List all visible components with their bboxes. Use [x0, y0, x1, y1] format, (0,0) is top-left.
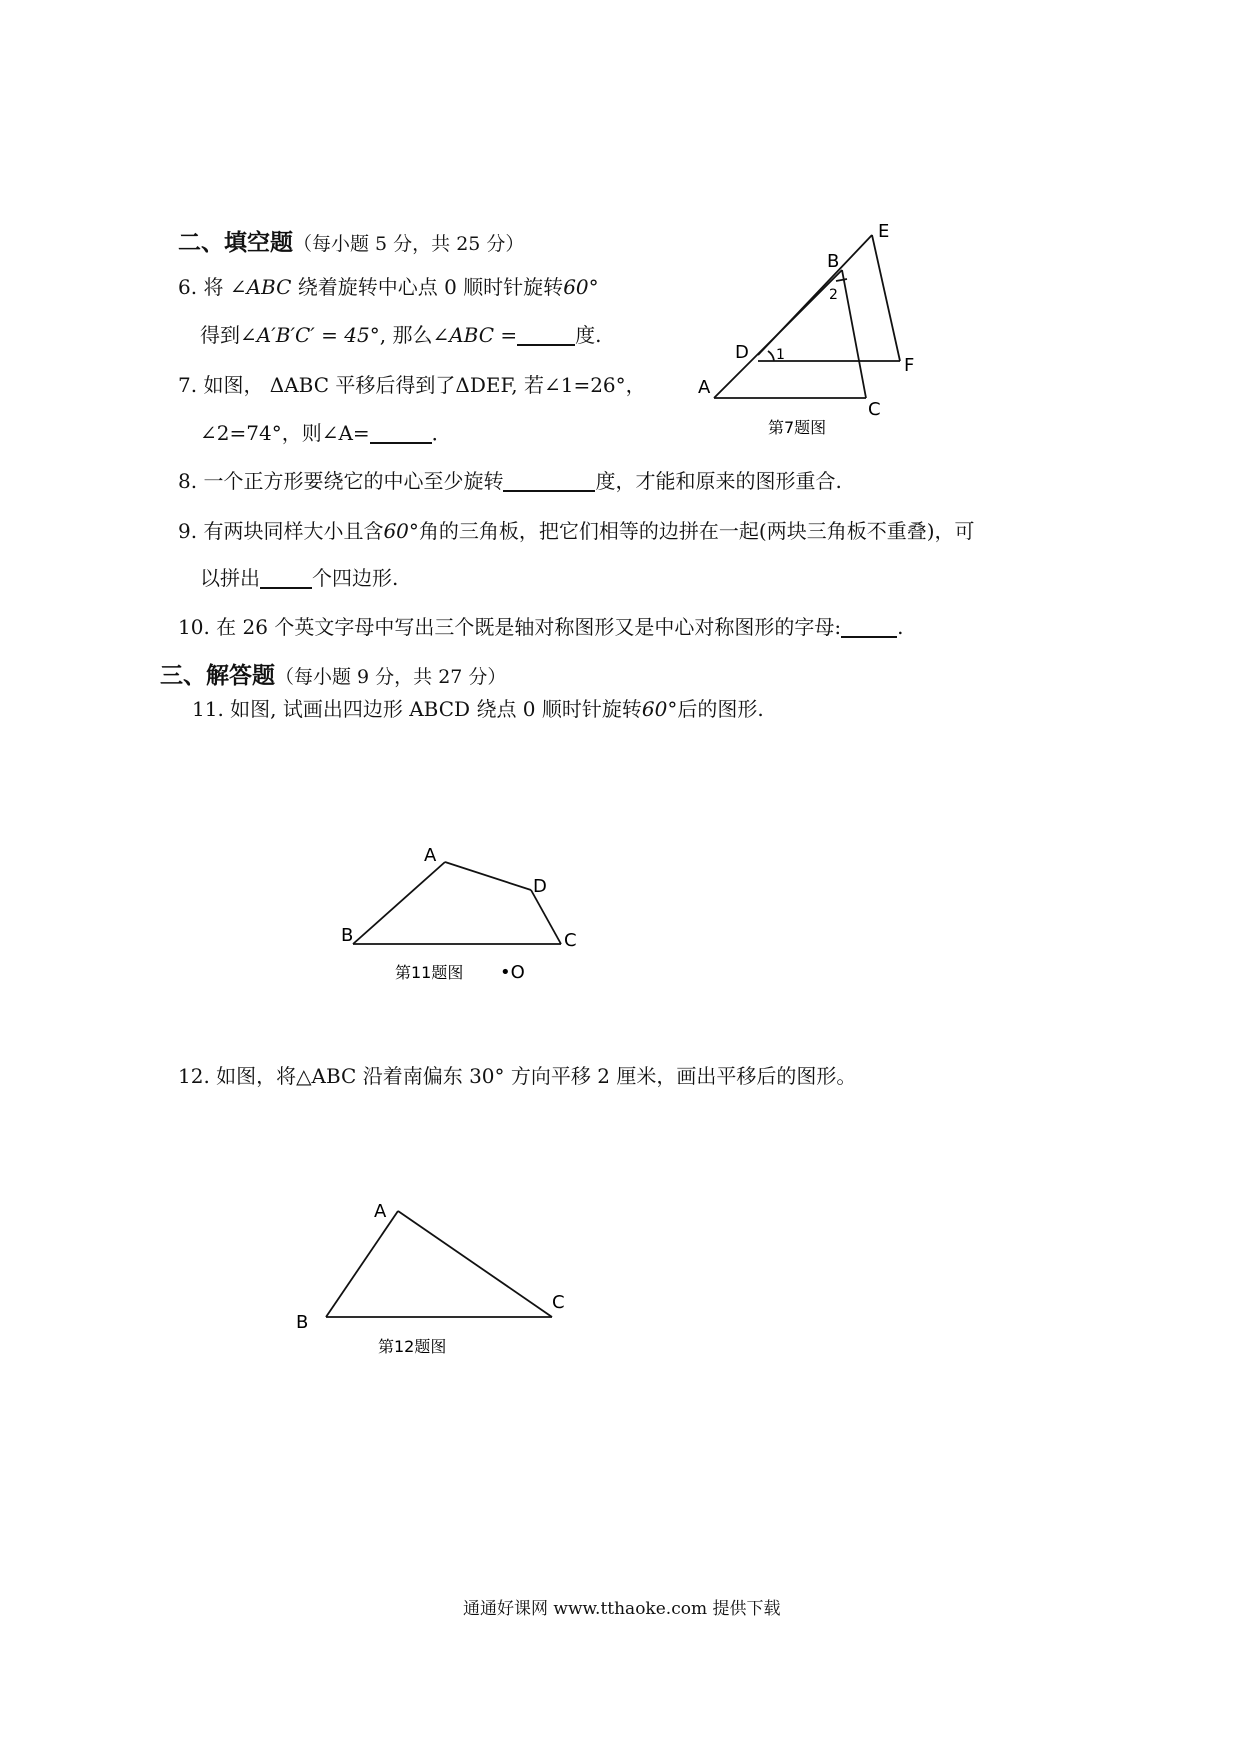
q6-text-d: , 那么 — [379, 323, 433, 347]
fig7-angle2-arc — [836, 279, 847, 281]
fig7-label-a: A — [698, 377, 711, 398]
q11-line — [192, 696, 764, 722]
q9-text-b: 角的三角板，把它们相等的边拼在一起(两块三角板不重叠)，可 — [418, 519, 975, 543]
fig11-side-ad — [445, 862, 531, 890]
section3-note: （每小题 9 分，共 27 分） — [275, 666, 507, 688]
q6-angle: 60° — [563, 275, 599, 299]
q6-text-b: 绕着旋转中心点 0 顺时针旋转 — [291, 275, 564, 299]
q6-text-e: 度. — [575, 323, 602, 347]
q7-text: ∠2=74°，则∠A= — [200, 421, 370, 445]
fig12-side-ac — [398, 1211, 552, 1317]
q7-text-end: ． — [431, 421, 452, 445]
q6-line1 — [178, 274, 599, 300]
q6-text: 6. 将 — [178, 275, 224, 299]
section2-note: （每小题 5 分，共 25 分） — [293, 233, 525, 255]
q6-line2 — [200, 322, 602, 348]
section2-heading — [178, 224, 524, 257]
fig11-point-o: •O — [500, 962, 525, 983]
fig12-label-b: B — [296, 1312, 309, 1333]
q6-math-prime: ∠A′B′C′ = 45° — [240, 323, 380, 347]
section2-title: 二、填空题 — [178, 230, 293, 256]
fig11-label-a: A — [424, 845, 437, 866]
q9-text-end: 个四边形. — [312, 566, 399, 590]
fig11-caption: 第11题图 — [395, 963, 464, 982]
fig7-side-ef — [872, 235, 900, 361]
q9-answer-blank[interactable] — [260, 565, 312, 589]
q6-math-abc: ∠ABC — [229, 275, 292, 299]
fig12-caption: 第12题图 — [378, 1337, 447, 1356]
fig12-side-ba — [326, 1211, 398, 1317]
q6-math-abc2: ∠ABC = — [432, 323, 518, 347]
q6-answer-blank[interactable] — [517, 322, 575, 346]
fig11-side-dc — [531, 890, 561, 944]
q8-answer-blank[interactable] — [503, 468, 595, 492]
q6-text-c: 得到 — [200, 323, 240, 347]
q9-text: 9. 有两块同样大小且含 — [178, 519, 384, 543]
fig7-label-d: D — [735, 342, 749, 363]
fig11-label-c: C — [564, 930, 577, 951]
fig7-caption: 第7题图 — [768, 418, 827, 437]
q9-line2 — [200, 565, 398, 591]
q7-line2 — [200, 420, 452, 446]
page-footer: 通通好课网 www.tthaoke.com 提供下载 — [463, 1599, 781, 1619]
q7-answer-blank[interactable] — [370, 420, 432, 444]
fig12-label-a: A — [374, 1201, 387, 1222]
section3-title: 三、解答题 — [160, 663, 275, 689]
q8-text: 8. 一个正方形要绕它的中心至少旋转 — [178, 469, 504, 493]
figure-11 — [335, 840, 615, 1000]
q8-text-end: 度，才能和原来的图形重合. — [595, 469, 842, 493]
q10-line — [178, 614, 903, 640]
q7-line1: 7. 如图， ΔABC 平移后得到了ΔDEF, 若∠1=26°， — [178, 373, 646, 397]
fig7-label-c: C — [868, 399, 881, 420]
fig7-label-angle2: 2 — [829, 287, 838, 303]
figure-7 — [690, 215, 950, 445]
q11-angle: 60° — [641, 697, 678, 721]
fig7-label-f: F — [904, 355, 915, 376]
section3-heading — [160, 657, 506, 690]
fig12-label-c: C — [552, 1292, 565, 1313]
q9-line1 — [178, 518, 975, 544]
q11-text: 11. 如图, 试画出四边形 ABCD 绕点 0 顺时针旋转 — [192, 697, 642, 721]
fig7-label-e: E — [878, 221, 890, 242]
fig7-label-angle1: 1 — [776, 347, 785, 363]
q8-line — [178, 468, 842, 494]
q12-line: 12. 如图，将△ABC 沿着南偏东 30° 方向平移 2 厘米，画出平移后的图形。 — [178, 1064, 857, 1088]
q10-answer-blank[interactable] — [841, 614, 897, 638]
q10-text: 10. 在 26 个英文字母中写出三个既是轴对称图形又是中心对称图形的字母: — [178, 615, 842, 639]
fig11-label-b: B — [341, 925, 354, 946]
fig11-label-d: D — [533, 876, 547, 897]
fig7-side-bc — [842, 270, 866, 398]
figure-12 — [290, 1195, 580, 1365]
q9-angle: 60° — [383, 519, 419, 543]
q9-text-c: 以拼出 — [200, 566, 260, 590]
q11-text-end: 后的图形. — [677, 697, 764, 721]
q10-text-end: . — [897, 615, 904, 639]
fig7-angle1-arc — [768, 351, 774, 361]
fig7-label-b: B — [827, 251, 840, 272]
fig11-side-ba — [353, 862, 445, 944]
